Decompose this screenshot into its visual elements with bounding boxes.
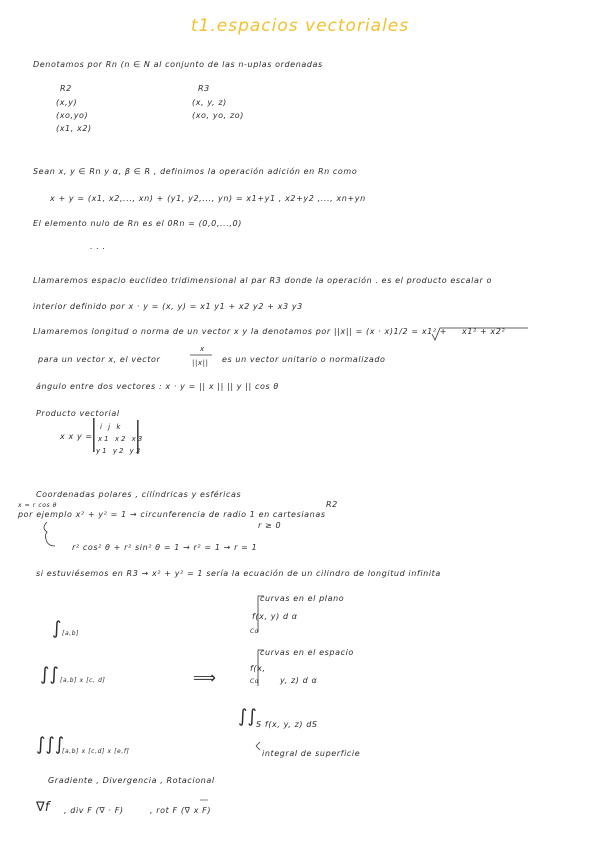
- sqrt-symbol: [432, 328, 528, 340]
- r3-item: (x, y, z): [192, 98, 227, 107]
- unit-fraction-num: x: [200, 345, 205, 353]
- intro-line: Denotamos por Rn (n ∈ N al conjunto de las n-uplas ordenadas: [33, 60, 323, 69]
- coordinates-heading: Coordenadas polares , cilíndricas y esféricas: [36, 490, 242, 499]
- unit-vector-line-a: para un vector x, el vector: [38, 355, 161, 364]
- norm-sqrt-content: x1² + x2²: [462, 327, 506, 336]
- cylinder-line: si estuviésemos en R3 → x² + y² = 1 sería la ecuación de un cilindro de longitud infinita: [36, 569, 441, 578]
- plane-curve: Cα: [250, 628, 260, 635]
- double-integral-sign: ∫∫: [40, 664, 59, 685]
- r3-item: (xo, yo, zo): [192, 111, 244, 120]
- coordinates-r2: R2: [326, 500, 338, 509]
- polar-note: x = r cos θ: [18, 502, 58, 509]
- bracket-space: [258, 650, 264, 686]
- plane-integrand: f(x, y) d α: [252, 612, 298, 621]
- triple-integral-sign: ∫∫∫: [36, 734, 65, 755]
- determinant-row: x1 x2 x3: [98, 435, 145, 443]
- norm-line: Llamaremos longitud o norma de un vector x y la denotamos por ||x|| = (x · x)1/2 = x1² +: [33, 327, 448, 336]
- double-integral-domain: [a,b] x [c, d]: [60, 677, 106, 684]
- implies-arrow: ⟹: [193, 668, 216, 687]
- surface-integral: S f(x, y, z) dS: [256, 720, 318, 729]
- triple-integral-domain: [a,b] x [c,d] x [e,f]: [62, 748, 130, 755]
- r2-label: R2: [60, 84, 72, 93]
- unit-fraction-den: ||x||: [192, 359, 209, 367]
- single-integral-domain: [a,b]: [62, 630, 80, 637]
- space-integrand-f: f(x,: [250, 664, 266, 673]
- space-curve: Cα: [250, 678, 260, 685]
- r-condition: r ≥ 0: [258, 521, 282, 530]
- page-title: t1.espacios vectoriales: [190, 16, 410, 36]
- angle-line: ángulo entre dos vectores : x · y = || x || || y || cos θ: [36, 382, 279, 391]
- addition-definition: Sean x, y ∈ Rn y α, β ∈ R , definimos la operación adición en Rn como: [33, 167, 358, 176]
- divergence-expr: , div F (∇ · F): [64, 806, 124, 815]
- r2-item: (x1, x2): [56, 124, 92, 133]
- unit-vector-line-b: es un vector unitario o normalizado: [222, 355, 386, 364]
- cross-product-lhs: x x y =: [60, 432, 93, 441]
- polar-calculation: r² cos² θ + r² sin² θ = 1 → r² = 1 → r = 1: [72, 543, 258, 552]
- space-integrand-rest: y, z) d α: [280, 676, 318, 685]
- determinant-row: i j k: [100, 423, 123, 431]
- surface-arrow: [256, 742, 260, 750]
- r2-item: (x,y): [56, 98, 78, 107]
- rotational-expr: , rot F (∇ x F): [150, 806, 212, 815]
- determinant-bracket-right: |: [132, 415, 144, 455]
- cross-product-label: Producto vectorial: [36, 409, 120, 418]
- inner-product-line: interior definido por x · y = (x, y) = x1 y1 + x2 y2 + x3 y3: [33, 302, 303, 311]
- curves-plane-label: curvas en el plano: [260, 594, 345, 603]
- brace: [44, 522, 55, 546]
- addition-formula: x + y = (x1, x2,..., xn) + (y1, y2,..., yn) = x1+y1 , x2+y2 ,..., xn+yn: [50, 194, 366, 203]
- r2-item: (xo,yo): [56, 111, 89, 120]
- single-integral-sign: ∫: [52, 618, 62, 639]
- bracket-plane: [258, 596, 264, 632]
- circle-example: por ejemplo x² + y² = 1 → circunferencia de radio 1 en cartesianas: [18, 510, 326, 519]
- surface-integral-sign: ∫∫: [238, 706, 257, 727]
- determinant-row: y1 y2 y3: [96, 447, 143, 455]
- vector-ops-heading: Gradiente , Divergencia , Rotacional: [48, 776, 215, 785]
- curves-space-label: curvas en el espacio: [260, 648, 354, 657]
- surface-integral-label: integral de superficie: [262, 749, 361, 758]
- ellipsis: . . .: [90, 242, 106, 251]
- null-element: El elemento nulo de Rn es el 0Rn = (0,0,...,0): [33, 219, 242, 228]
- r3-label: R3: [198, 84, 210, 93]
- euclidean-space-line: Llamaremos espacio euclideo tridimensional al par R3 donde la operación . es el producto escalar o: [33, 276, 493, 285]
- determinant-bracket-left: |: [88, 413, 100, 453]
- gradient-symbol: ∇f: [36, 800, 50, 815]
